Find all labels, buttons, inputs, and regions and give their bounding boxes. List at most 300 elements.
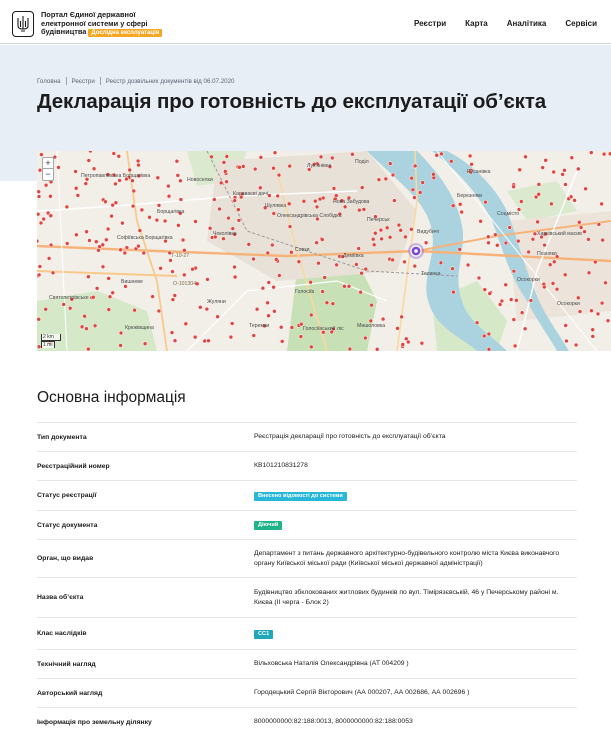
- permit-marker[interactable]: [388, 162, 392, 166]
- permit-marker[interactable]: [544, 158, 548, 162]
- permit-marker[interactable]: [288, 164, 292, 168]
- permit-marker[interactable]: [371, 237, 375, 241]
- permit-marker[interactable]: [290, 326, 294, 330]
- permit-marker[interactable]: [206, 277, 210, 281]
- permit-marker[interactable]: [108, 295, 112, 299]
- permit-marker[interactable]: [76, 193, 80, 197]
- permit-marker[interactable]: [143, 342, 147, 346]
- permit-marker[interactable]: [403, 260, 407, 264]
- permit-marker[interactable]: [37, 317, 41, 321]
- permit-marker[interactable]: [364, 267, 368, 271]
- permit-marker[interactable]: [267, 314, 271, 318]
- permit-marker[interactable]: [391, 173, 395, 177]
- permit-marker[interactable]: [272, 285, 276, 289]
- permit-marker[interactable]: [277, 173, 281, 177]
- permit-marker[interactable]: [404, 337, 408, 341]
- permit-marker[interactable]: [171, 270, 175, 274]
- permit-marker[interactable]: [565, 339, 569, 343]
- permit-marker[interactable]: [531, 237, 535, 241]
- permit-marker[interactable]: [591, 328, 595, 332]
- permit-marker[interactable]: [319, 155, 323, 159]
- permit-marker[interactable]: [136, 159, 140, 163]
- permit-marker[interactable]: [207, 339, 211, 343]
- permit-marker[interactable]: [87, 159, 91, 163]
- permit-marker[interactable]: [555, 287, 559, 291]
- permit-marker[interactable]: [323, 276, 327, 280]
- permit-marker[interactable]: [110, 214, 114, 218]
- permit-marker[interactable]: [381, 317, 385, 321]
- permit-marker[interactable]: [210, 155, 214, 159]
- permit-marker[interactable]: [549, 202, 553, 206]
- permit-marker[interactable]: [487, 347, 491, 351]
- permit-marker[interactable]: [601, 238, 605, 242]
- breadcrumb-current[interactable]: Реєстр дозвільних документів від 06.07.2020: [105, 77, 235, 85]
- permit-marker[interactable]: [272, 166, 276, 170]
- permit-marker[interactable]: [225, 180, 229, 184]
- permit-marker[interactable]: [384, 177, 388, 181]
- permit-marker[interactable]: [138, 229, 142, 233]
- permit-marker[interactable]: [602, 152, 606, 156]
- permit-marker[interactable]: [335, 263, 339, 267]
- permit-marker[interactable]: [537, 192, 541, 196]
- permit-marker[interactable]: [516, 239, 520, 243]
- permit-marker[interactable]: [157, 203, 161, 207]
- permit-marker[interactable]: [156, 176, 160, 180]
- permit-marker[interactable]: [543, 243, 547, 247]
- permit-marker[interactable]: [606, 319, 610, 323]
- permit-marker[interactable]: [509, 298, 513, 302]
- permit-marker[interactable]: [85, 327, 89, 331]
- permit-marker[interactable]: [289, 250, 293, 254]
- permit-marker[interactable]: [259, 155, 263, 159]
- permit-marker[interactable]: [379, 228, 383, 232]
- permit-marker[interactable]: [410, 176, 414, 180]
- permit-marker[interactable]: [279, 325, 283, 329]
- permit-marker[interactable]: [88, 151, 92, 153]
- permit-marker[interactable]: [524, 155, 528, 159]
- permit-marker[interactable]: [42, 217, 46, 221]
- permit-marker[interactable]: [198, 305, 202, 309]
- permit-marker[interactable]: [184, 322, 188, 326]
- permit-marker[interactable]: [123, 251, 127, 255]
- permit-marker[interactable]: [68, 306, 72, 310]
- permit-marker[interactable]: [47, 256, 51, 260]
- permit-marker[interactable]: [583, 230, 587, 234]
- permit-marker[interactable]: [470, 162, 474, 166]
- permit-marker[interactable]: [133, 308, 137, 312]
- permit-marker[interactable]: [331, 302, 335, 306]
- permit-marker[interactable]: [237, 165, 241, 169]
- permit-marker[interactable]: [124, 284, 128, 288]
- permit-marker[interactable]: [486, 235, 490, 239]
- permit-marker[interactable]: [590, 309, 594, 313]
- permit-marker[interactable]: [181, 238, 185, 242]
- permit-marker[interactable]: [451, 290, 455, 294]
- permit-marker[interactable]: [529, 299, 533, 303]
- permit-marker[interactable]: [475, 321, 479, 325]
- permit-marker[interactable]: [449, 159, 453, 163]
- portal-brand[interactable]: [41, 11, 171, 37]
- permit-marker[interactable]: [354, 262, 358, 266]
- permit-marker[interactable]: [37, 212, 40, 216]
- permit-marker[interactable]: [241, 164, 245, 168]
- permit-marker[interactable]: [315, 241, 319, 245]
- permit-marker[interactable]: [578, 310, 582, 314]
- permit-marker[interactable]: [219, 181, 223, 185]
- permit-marker[interactable]: [399, 228, 403, 232]
- permit-marker[interactable]: [253, 167, 257, 171]
- permit-marker[interactable]: [412, 196, 416, 200]
- permit-marker[interactable]: [119, 248, 123, 252]
- permit-marker[interactable]: [589, 151, 593, 155]
- permit-marker[interactable]: [495, 243, 499, 247]
- permit-marker[interactable]: [287, 202, 291, 206]
- permit-marker[interactable]: [498, 303, 502, 307]
- permit-marker[interactable]: [170, 331, 174, 335]
- permit-marker[interactable]: [552, 260, 556, 264]
- permit-marker[interactable]: [227, 216, 231, 220]
- permit-marker[interactable]: [299, 335, 303, 339]
- permit-marker[interactable]: [225, 155, 229, 159]
- permit-marker[interactable]: [350, 152, 354, 156]
- permit-marker[interactable]: [548, 263, 552, 267]
- permit-marker[interactable]: [252, 257, 256, 261]
- permit-marker[interactable]: [104, 238, 108, 242]
- permit-marker[interactable]: [44, 307, 48, 311]
- permit-marker[interactable]: [401, 343, 405, 347]
- permit-marker[interactable]: [372, 243, 376, 247]
- permit-marker[interactable]: [107, 276, 111, 280]
- nav-services[interactable]: Сервіси: [565, 19, 597, 28]
- permit-marker[interactable]: [514, 298, 518, 302]
- permit-marker[interactable]: [482, 334, 486, 338]
- permit-marker[interactable]: [233, 265, 237, 269]
- permit-marker[interactable]: [44, 183, 48, 187]
- permit-marker[interactable]: [587, 271, 591, 275]
- permit-marker[interactable]: [117, 154, 121, 158]
- permit-marker[interactable]: [325, 301, 329, 305]
- permit-marker[interactable]: [586, 237, 590, 241]
- permit-marker[interactable]: [194, 220, 198, 224]
- permit-marker[interactable]: [236, 208, 240, 212]
- permit-marker[interactable]: [39, 153, 43, 157]
- permit-marker[interactable]: [380, 237, 384, 241]
- permit-marker[interactable]: [131, 179, 135, 183]
- permit-marker[interactable]: [255, 307, 259, 311]
- nav-map[interactable]: Карта: [465, 19, 488, 28]
- permit-marker[interactable]: [280, 339, 284, 343]
- permit-marker[interactable]: [512, 185, 516, 189]
- permit-marker[interactable]: [252, 334, 256, 338]
- permit-marker[interactable]: [375, 347, 379, 351]
- permit-marker[interactable]: [320, 238, 324, 242]
- permit-marker[interactable]: [363, 336, 367, 340]
- permit-marker[interactable]: [466, 263, 470, 267]
- permit-marker[interactable]: [523, 327, 527, 331]
- permit-marker[interactable]: [258, 186, 262, 190]
- permit-marker[interactable]: [74, 170, 78, 174]
- permit-marker[interactable]: [159, 266, 163, 270]
- permit-marker[interactable]: [65, 205, 69, 209]
- permit-marker[interactable]: [229, 335, 233, 339]
- permit-marker[interactable]: [176, 223, 180, 227]
- permit-marker[interactable]: [302, 199, 306, 203]
- permit-marker[interactable]: [297, 260, 301, 264]
- permit-marker[interactable]: [272, 309, 276, 313]
- permit-marker[interactable]: [57, 165, 61, 169]
- permit-marker[interactable]: [88, 239, 92, 243]
- permit-marker[interactable]: [451, 204, 455, 208]
- permit-marker[interactable]: [348, 347, 352, 351]
- permit-marker[interactable]: [261, 286, 265, 290]
- permit-marker[interactable]: [431, 172, 435, 176]
- permit-marker[interactable]: [125, 246, 129, 250]
- permit-marker[interactable]: [373, 231, 377, 235]
- permit-marker[interactable]: [37, 195, 41, 199]
- permit-marker[interactable]: [577, 220, 581, 224]
- permit-marker[interactable]: [222, 160, 226, 164]
- nav-registries[interactable]: Реєстри: [413, 19, 447, 28]
- permit-marker[interactable]: [579, 226, 583, 230]
- permit-marker[interactable]: [330, 156, 334, 160]
- permit-marker[interactable]: [175, 159, 179, 163]
- permit-marker[interactable]: [95, 286, 99, 290]
- permit-marker[interactable]: [230, 322, 234, 326]
- permit-marker[interactable]: [458, 247, 462, 251]
- permit-marker[interactable]: [51, 271, 55, 275]
- permit-marker[interactable]: [596, 312, 600, 316]
- permit-marker[interactable]: [403, 235, 407, 239]
- permit-marker[interactable]: [420, 341, 424, 345]
- permit-marker[interactable]: [357, 247, 361, 251]
- permit-marker[interactable]: [527, 250, 531, 254]
- permit-marker[interactable]: [591, 334, 595, 338]
- permit-marker[interactable]: [313, 199, 317, 203]
- permit-marker[interactable]: [86, 347, 90, 351]
- permit-marker[interactable]: [343, 205, 347, 209]
- permit-marker[interactable]: [137, 163, 141, 167]
- permit-marker[interactable]: [392, 199, 396, 203]
- permit-marker[interactable]: [570, 156, 574, 160]
- permit-marker[interactable]: [309, 313, 313, 317]
- permit-marker[interactable]: [377, 178, 381, 182]
- permit-marker[interactable]: [418, 191, 422, 195]
- breadcrumb-registries[interactable]: Реєстри: [71, 77, 95, 85]
- permit-marker[interactable]: [91, 295, 95, 299]
- permit-marker[interactable]: [413, 164, 417, 168]
- permit-marker[interactable]: [309, 345, 313, 349]
- permit-marker[interactable]: [163, 219, 167, 223]
- permit-marker[interactable]: [563, 273, 567, 277]
- permit-marker[interactable]: [136, 244, 140, 248]
- permit-marker[interactable]: [276, 194, 280, 198]
- permit-marker[interactable]: [385, 226, 389, 230]
- permit-marker[interactable]: [574, 343, 578, 347]
- permit-marker[interactable]: [218, 207, 222, 211]
- permit-marker[interactable]: [272, 212, 276, 216]
- permit-marker[interactable]: [564, 324, 568, 328]
- permit-marker[interactable]: [479, 219, 483, 223]
- permit-marker[interactable]: [576, 296, 580, 300]
- permit-marker[interactable]: [512, 269, 516, 273]
- permit-marker[interactable]: [561, 172, 565, 176]
- permit-marker[interactable]: [360, 186, 364, 190]
- permit-marker[interactable]: [208, 226, 212, 230]
- permit-marker[interactable]: [519, 200, 523, 204]
- breadcrumb-home[interactable]: Головна: [37, 77, 61, 85]
- map-canvas[interactable]: [37, 151, 611, 351]
- permit-marker[interactable]: [576, 167, 580, 171]
- permit-marker[interactable]: [182, 248, 186, 252]
- permit-marker[interactable]: [62, 302, 66, 306]
- permit-marker[interactable]: [74, 233, 78, 237]
- permit-marker[interactable]: [48, 194, 52, 198]
- permit-marker[interactable]: [347, 284, 351, 288]
- permit-marker[interactable]: [155, 218, 159, 222]
- permit-marker[interactable]: [359, 290, 363, 294]
- permit-marker[interactable]: [176, 173, 180, 177]
- location-map[interactable]: [37, 151, 611, 351]
- permit-marker[interactable]: [267, 194, 271, 198]
- permit-marker[interactable]: [411, 188, 415, 192]
- permit-marker[interactable]: [483, 288, 487, 292]
- permit-marker[interactable]: [74, 186, 78, 190]
- permit-marker[interactable]: [39, 221, 43, 225]
- permit-marker[interactable]: [488, 292, 492, 296]
- permit-marker[interactable]: [551, 281, 555, 285]
- permit-marker[interactable]: [84, 182, 88, 186]
- permit-marker[interactable]: [563, 168, 567, 172]
- permit-marker[interactable]: [342, 284, 346, 288]
- permit-marker[interactable]: [193, 335, 197, 339]
- permit-marker[interactable]: [600, 202, 604, 206]
- permit-marker[interactable]: [487, 241, 491, 245]
- permit-marker[interactable]: [92, 167, 96, 171]
- permit-marker[interactable]: [166, 184, 170, 188]
- permit-marker[interactable]: [468, 154, 472, 158]
- permit-marker[interactable]: [360, 271, 364, 275]
- permit-marker[interactable]: [315, 205, 319, 209]
- permit-marker[interactable]: [518, 168, 522, 172]
- permit-marker[interactable]: [593, 260, 597, 264]
- permit-marker[interactable]: [318, 197, 322, 201]
- permit-marker[interactable]: [85, 230, 89, 234]
- permit-marker[interactable]: [391, 258, 395, 262]
- trident-logo-icon[interactable]: [12, 11, 34, 37]
- permit-marker[interactable]: [362, 207, 366, 211]
- permit-marker[interactable]: [112, 152, 116, 156]
- permit-marker[interactable]: [357, 208, 361, 212]
- permit-marker[interactable]: [397, 223, 401, 227]
- permit-marker[interactable]: [487, 332, 491, 336]
- permit-marker[interactable]: [103, 200, 107, 204]
- permit-marker[interactable]: [266, 301, 270, 305]
- permit-marker[interactable]: [458, 202, 462, 206]
- permit-marker[interactable]: [205, 307, 209, 311]
- permit-marker[interactable]: [552, 170, 556, 174]
- permit-marker[interactable]: [413, 264, 417, 268]
- permit-marker[interactable]: [277, 274, 281, 278]
- permit-marker[interactable]: [564, 183, 568, 187]
- permit-marker[interactable]: [266, 251, 270, 255]
- permit-marker[interactable]: [604, 281, 608, 285]
- permit-marker[interactable]: [439, 261, 443, 265]
- permit-marker[interactable]: [101, 265, 105, 269]
- zoom-out-button[interactable]: −: [42, 169, 54, 181]
- permit-marker[interactable]: [65, 242, 69, 246]
- permit-marker[interactable]: [49, 243, 53, 247]
- permit-marker[interactable]: [173, 339, 177, 343]
- permit-marker[interactable]: [439, 152, 443, 156]
- zoom-in-button[interactable]: +: [42, 157, 54, 169]
- permit-marker[interactable]: [541, 166, 545, 170]
- permit-marker[interactable]: [132, 189, 136, 193]
- permit-marker[interactable]: [178, 179, 182, 183]
- permit-marker[interactable]: [273, 151, 277, 155]
- permit-marker[interactable]: [222, 237, 226, 241]
- permit-marker[interactable]: [233, 275, 237, 279]
- permit-marker[interactable]: [513, 344, 517, 348]
- permit-marker[interactable]: [223, 169, 227, 173]
- permit-marker[interactable]: [120, 221, 124, 225]
- permit-marker[interactable]: [157, 309, 161, 313]
- permit-marker[interactable]: [118, 178, 122, 182]
- permit-marker[interactable]: [212, 198, 216, 202]
- permit-marker[interactable]: [569, 195, 573, 199]
- permit-marker[interactable]: [171, 298, 175, 302]
- permit-marker[interactable]: [536, 220, 540, 224]
- nav-analytics[interactable]: Аналітика: [506, 19, 547, 28]
- permit-marker[interactable]: [451, 267, 455, 271]
- permit-marker[interactable]: [169, 258, 173, 262]
- permit-marker[interactable]: [600, 301, 604, 305]
- permit-marker[interactable]: [191, 267, 195, 271]
- permit-marker[interactable]: [520, 311, 524, 315]
- permit-marker[interactable]: [119, 331, 123, 335]
- permit-marker[interactable]: [504, 283, 508, 287]
- permit-marker[interactable]: [167, 194, 171, 198]
- permit-marker[interactable]: [504, 241, 508, 245]
- permit-marker[interactable]: [38, 265, 42, 269]
- permit-marker[interactable]: [140, 208, 144, 212]
- permit-marker[interactable]: [396, 326, 400, 330]
- permit-marker[interactable]: [93, 324, 97, 328]
- permit-marker[interactable]: [114, 201, 118, 205]
- permit-marker[interactable]: [274, 257, 278, 261]
- permit-marker[interactable]: [424, 241, 428, 245]
- permit-marker[interactable]: [409, 227, 413, 231]
- permit-marker[interactable]: [111, 291, 115, 295]
- permit-marker[interactable]: [101, 243, 105, 247]
- permit-marker[interactable]: [400, 315, 404, 319]
- permit-marker[interactable]: [37, 239, 39, 243]
- permit-marker[interactable]: [247, 242, 251, 246]
- permit-marker[interactable]: [421, 181, 425, 185]
- permit-marker[interactable]: [106, 227, 110, 231]
- permit-marker[interactable]: [148, 215, 152, 219]
- permit-marker[interactable]: [233, 199, 237, 203]
- permit-marker[interactable]: [460, 210, 464, 214]
- permit-marker[interactable]: [107, 308, 111, 312]
- permit-marker[interactable]: [231, 227, 235, 231]
- permit-marker[interactable]: [142, 251, 146, 255]
- permit-marker[interactable]: [37, 273, 41, 277]
- permit-marker[interactable]: [46, 211, 50, 215]
- permit-marker[interactable]: [237, 218, 241, 222]
- permit-marker[interactable]: [332, 186, 336, 190]
- permit-marker[interactable]: [83, 314, 87, 318]
- permit-marker[interactable]: [370, 303, 374, 307]
